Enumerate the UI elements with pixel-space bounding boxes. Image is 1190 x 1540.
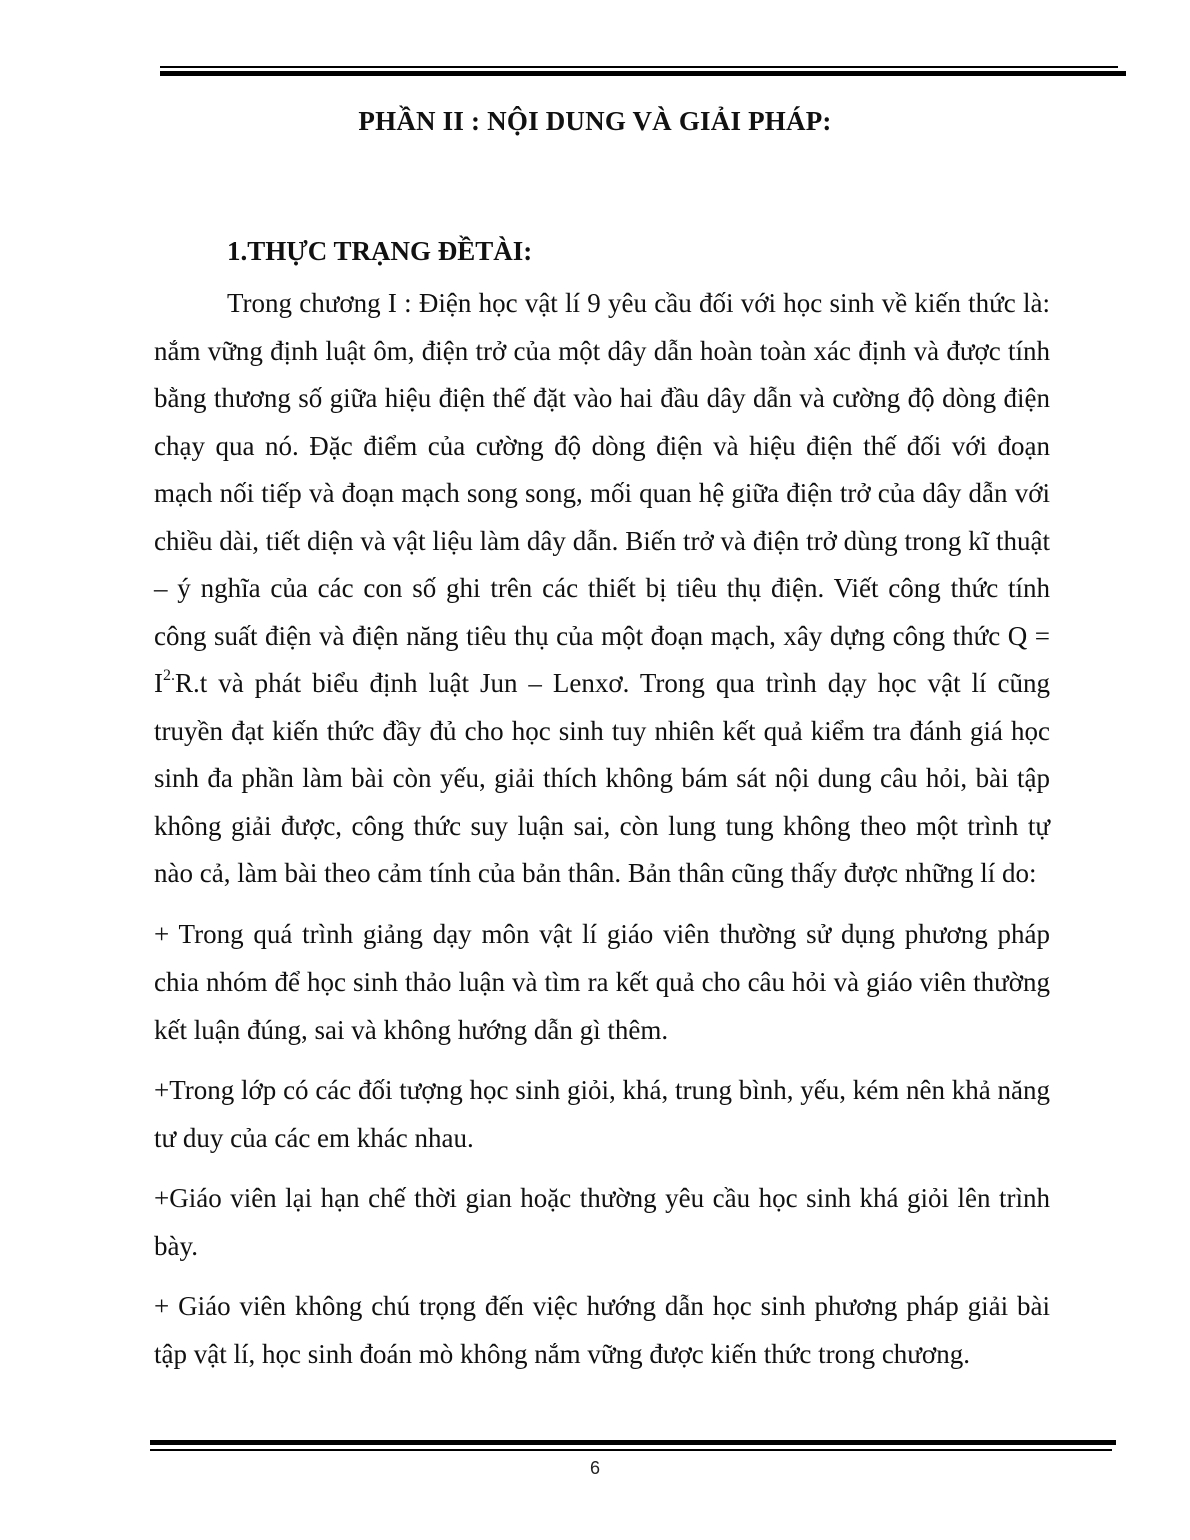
main-paragraph: [154, 280, 1050, 898]
header-rule-thin: [160, 66, 1118, 68]
bullet-item: +Trong lớp có các đối tượng học sinh giỏi, khá, trung bình, yếu, kém nên khả năng tư duy của các em khác nhau.: [154, 1074, 1050, 1153]
main-paragraph-text-1: Trong chương I : Điện học vật lí 9 yêu cầu đối với học sinh về kiến thức là: nắm vững định luật ôm, điện trở của một dây dẫn hoàn toàn xác định và được tính bằng thương số giữa hiệu điện thế đặt vào hai đầu dây dẫn và cường độ dòng điện chạy qua nó. Đặc điểm của cường độ dòng điện và hiệu điện thế đối với đoạn mạch nối tiếp và đoạn mạch song song, mối quan hệ giữa điện trở của dây dẫn với chiều dài, tiết diện và vật liệu làm dây dẫn. Biến trở và điện trở dùng trong kĩ thuật – ý nghĩa của các con số ghi trên các thiết bị tiêu thụ điện. Viết công thức tính công suất điện và điện năng tiêu thụ của một đoạn mạch, xây dựng công thức Q = I: [154, 288, 1050, 698]
header-rule-thick: [160, 71, 1126, 76]
footer-rule-thin: [150, 1449, 1112, 1451]
bullet-item: + Giáo viên không chú trọng đến việc hướng dẫn học sinh phương pháp giải bài tập vật lí, học sinh đoán mò không nắm vững được kiến thức trong chương.: [154, 1290, 1050, 1369]
footer-rule-thick: [150, 1440, 1116, 1445]
section-heading: 1.THỰC TRẠNG ĐỀTÀI:: [227, 236, 533, 266]
bullet-item: + Trong quá trình giảng dạy môn vật lí giáo viên thường sử dụng phương pháp chia nhóm để học sinh thảo luận và tìm ra kết quả cho câu hỏi và giáo viên thường kết luận đúng, sai và không hướng dẫn gì thêm.: [154, 918, 1050, 1045]
main-paragraph-text-2: R.t và phát biểu định luật Jun – Lenxơ. Trong qua trình dạy học vật lí cũng truyền đạt kiến thức đầy đủ cho học sinh tuy nhiên kết quả kiểm tra đánh giá học sinh đa phần làm bài còn yếu, giải thích không bám sát nội dung câu hỏi, bài tập không giải được, công thức suy luận sai, còn lung tung không theo một trình tự nào cả, làm bài theo cảm tính của bản thân. Bản thân cũng thấy được những lí do:: [154, 668, 1050, 888]
page-number: 6: [589, 1458, 600, 1478]
page-title: PHẦN II : NỘI DUNG VÀ GIẢI PHÁP:: [358, 106, 832, 136]
formula-superscript: 2.: [163, 667, 175, 684]
document-body: [154, 280, 1050, 1378]
bullet-item: +Giáo viên lại hạn chế thời gian hoặc thường yêu cầu học sinh khá giỏi lên trình bày.: [154, 1182, 1050, 1261]
